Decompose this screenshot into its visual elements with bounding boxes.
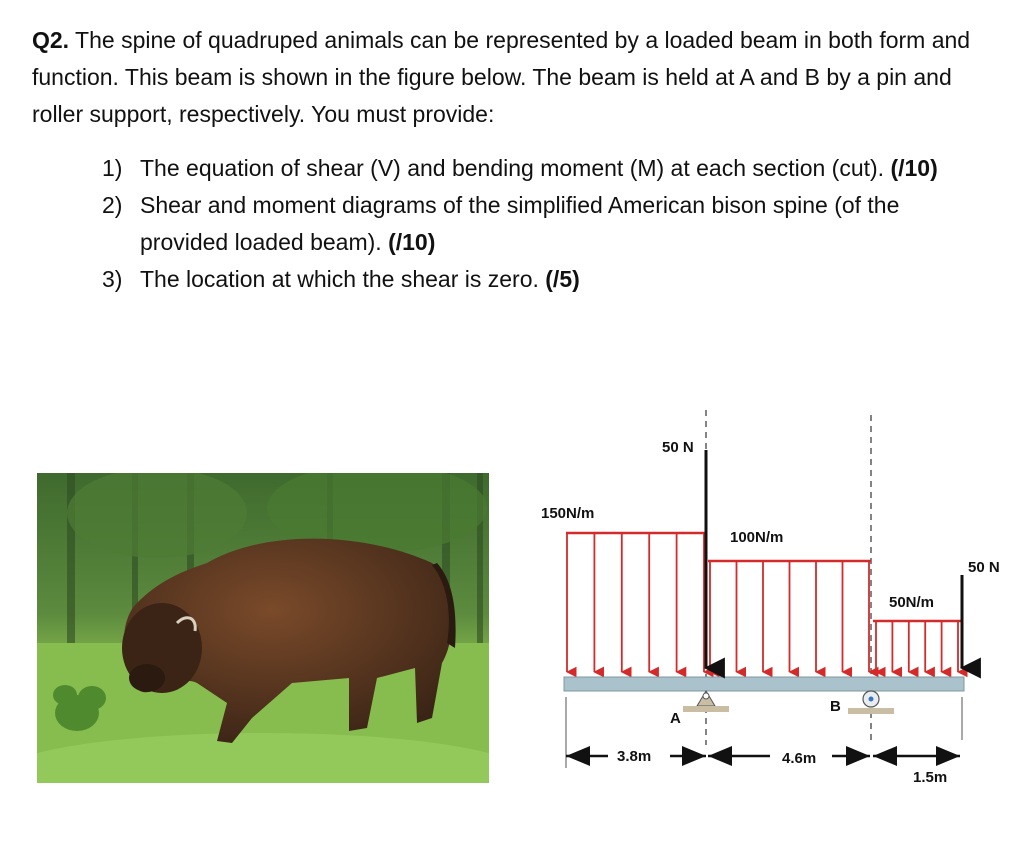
beam-diagram [520,400,1020,800]
label-point-mid: 50 N [662,439,694,456]
task-number: 1) [102,155,123,181]
task-text: Shear and moment diagrams of the simplified American bison spine (of the provided loaded beam). [140,192,900,255]
task-text: The location at which the shear is zero. [140,266,546,292]
task-marks: (/10) [890,155,938,181]
label-dist-50: 50N/m [889,594,935,611]
label-support-a: A [670,710,681,727]
question-intro [32,22,992,133]
question-text: The spine of quadruped animals can be represented by a loaded beam in both form and function. This beam is shown in the figure below. The beam is held at A and B by a pin and roller support, respectively. You must provide: [32,27,971,127]
label-dim-1: 3.8m [617,748,652,765]
label-dim-3: 1.5m [913,769,948,786]
label-dim-2: 4.6m [782,750,817,767]
task-marks: (/10) [388,229,436,255]
label-dist-100: 100N/m [730,529,784,546]
label-dist-150: 150N/m [541,505,595,522]
task-text: The equation of shear (V) and bending moment (M) at each section (cut). [140,155,891,181]
task-item-3 [102,261,982,298]
task-list [102,150,982,298]
label-point-end: 50 N [968,559,1000,576]
task-number: 2) [102,192,123,218]
task-item-1 [102,150,982,187]
label-support-b: B [830,698,841,715]
question-number: Q2. [32,27,70,53]
support-a-pin [683,691,729,712]
task-item-2 [102,187,982,261]
support-b-roller [848,691,894,714]
task-number: 3) [102,266,123,292]
beam [564,677,964,691]
task-marks: (/5) [545,266,580,292]
bison-photo [37,473,489,783]
